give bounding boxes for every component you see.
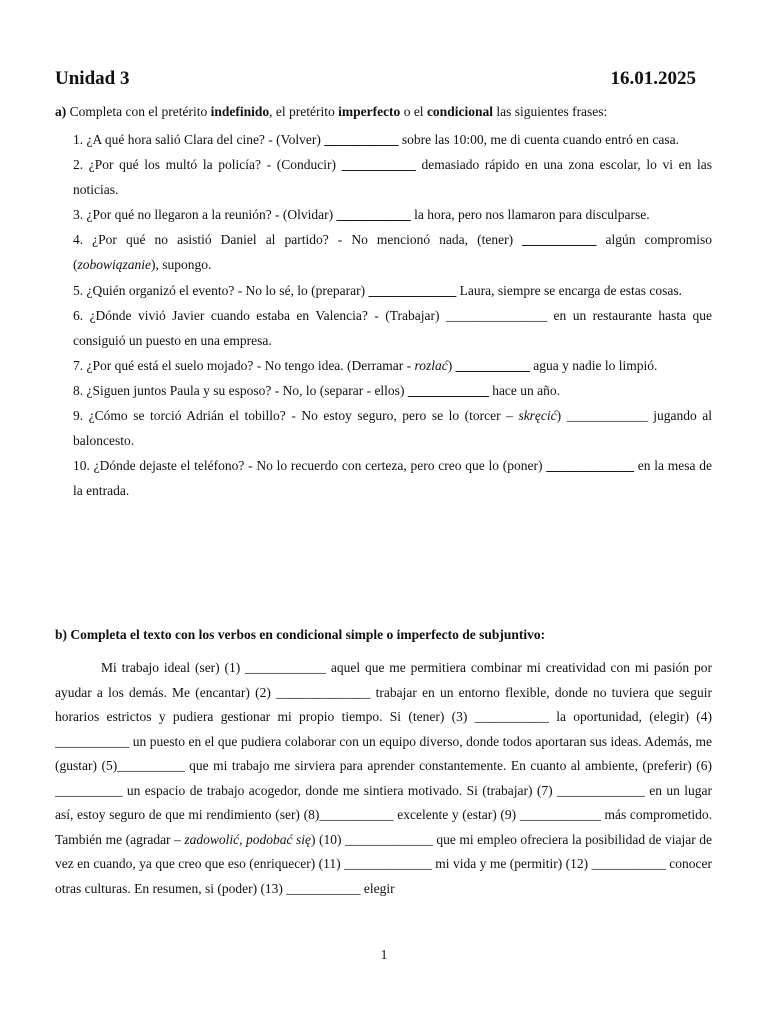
document-date: 16.01.2025 [610, 68, 696, 89]
item-text: sobre las 10:00, me di cuenta cuando entró en casa. [398, 132, 679, 147]
item-text: 2. ¿Por qué los multó la policía? - (Conducir) [73, 157, 342, 173]
item-text: hace un año. [488, 382, 561, 398]
translation-hint: zadowolić, podobać się [184, 831, 312, 847]
item-text: 5. ¿Quién organizó el evento? - No lo sé, lo (preparar) [73, 282, 369, 298]
translation-hint: rozlać [414, 357, 448, 373]
translation-hint: skręcić [518, 408, 557, 424]
item-text: ), supongo. [151, 257, 212, 273]
answer-blank: ___________ [522, 232, 597, 248]
section-b-instruction: b) Completa el texto con los verbos en condicional simple o imperfecto de subjuntivo: [55, 627, 546, 642]
item-text: 6. ¿Dónde vivió Javier cuando estaba en Valencia? - (Trabajar) _______________ en un restaurante hasta que consiguió un puesto en una empresa. [73, 307, 712, 348]
item-text: 4. ¿Por qué no asistió Daniel al partido? - No mencionó nada, (tener) [73, 232, 523, 248]
item-text: 1. ¿A qué hora salió Clara del cine? - (Volver) [73, 132, 325, 147]
exercise-item-7 [73, 353, 712, 378]
translation-hint: zobowiązanie [77, 257, 152, 273]
exercise-item-6 [73, 303, 712, 353]
answer-blank: ___________ [336, 207, 411, 223]
answer-blank: ___________ [341, 157, 416, 173]
item-text: 3. ¿Por qué no llegaron a la reunión? - (Olvidar) [73, 207, 337, 223]
answer-blank: ____________ [407, 382, 489, 398]
item-text: demasiado rápido en una zona escolar, lo vi en las noticias. [73, 157, 712, 198]
item-text: en la mesa de la entrada. [73, 458, 712, 499]
answer-blank: _____________ [368, 282, 457, 298]
answer-blank: ___________ [455, 357, 530, 373]
item-text: 8. ¿Siguen juntos Paula y su esposo? - No, lo (separar - ellos) [73, 382, 408, 398]
instruction-keyword: imperfecto [338, 104, 401, 119]
instruction-text: o el [400, 104, 427, 119]
exercise-item-5 [73, 278, 712, 303]
item-text: ) ____________ jugando al baloncesto. [73, 408, 713, 449]
exercise-item-1 [73, 127, 712, 152]
answer-blank: _____________ [546, 458, 634, 474]
exercise-item-4 [73, 227, 712, 277]
instruction-keyword: indefinido [210, 104, 270, 119]
section-a-instruction [55, 102, 712, 122]
exercise-item-2 [73, 152, 712, 202]
exercise-a-list [73, 127, 712, 503]
instruction-text: , el pretérito [269, 104, 339, 119]
instruction-text: las siguientes frases: [492, 104, 608, 119]
item-text: la hora, pero nos llamaron para disculparse. [410, 207, 650, 223]
header-row [55, 68, 696, 90]
instruction-keyword: condicional [426, 104, 493, 119]
item-text: algún compromiso ( [73, 232, 712, 273]
page-number: 1 [380, 947, 388, 962]
section-a-instruction-text [66, 104, 607, 119]
section-a-label: a) [55, 104, 67, 119]
item-text: Laura, siempre se encarga de estas cosas. [456, 282, 683, 298]
exercise-item-9 [73, 403, 712, 453]
item-text: ) [447, 357, 456, 373]
exercise-b-text [55, 656, 712, 901]
exercise-item-10 [73, 453, 712, 503]
instruction-text: Completa con el pretérito [66, 104, 211, 119]
item-text: 9. ¿Cómo se torció Adrián el tobillo? - No estoy seguro, pero se lo (torcer – [73, 408, 519, 424]
exercise-item-8 [73, 378, 712, 403]
item-text: 7. ¿Por qué está el suelo mojado? - No tengo idea. (Derramar - [73, 357, 415, 373]
unit-title: Unidad 3 [55, 68, 130, 89]
essay-text: ) (10) _____________ que mi empleo ofreciera la posibilidad de viajar de vez en cuando, ya que creo que eso (enriquecer) (11) _____________ mi vida y me (permitir) (12) ___________ conocer otras culturas. En resumen, si (poder) (13) ___________ elegir [55, 831, 712, 896]
item-text: 10. ¿Dónde dejaste el teléfono? - No lo recuerdo con certeza, pero creo que lo (poner) [73, 458, 547, 474]
essay-text: Mi trabajo ideal (ser) (1) ____________ aquel que me permitiera combinar mi creatividad con mi pasión por ayudar a los demás. Me (encantar) (2) ______________ trabajar en un entorno flexible, donde no tuviera que seguir horarios estrictos y pudiera gestionar mi propio tiempo. Si (tener) (3) ___________ la oportunidad, (elegir) (4) ___________ un puesto en el que pudiera colaborar con un equipo diverso, donde todos aportaran sus ideas. Además, me (gustar) (5)__________ que mi trabajo me sirviera para aprender constantemente. En cuanto al ambiente, (preferir) (6) __________ un espacio de trabajo acogedor, donde me sintiera motivado. Si (trabajar) (7) _____________ en un lugar así, estoy seguro de que mi rendimiento (ser) (8)___________ excelente y (estar) (9) ____________ más comprometido. También me (agradar – [55, 660, 712, 847]
answer-blank: ___________ [324, 132, 399, 147]
exercise-item-3 [73, 202, 712, 227]
item-text: agua y nadie lo limpió. [529, 357, 658, 373]
